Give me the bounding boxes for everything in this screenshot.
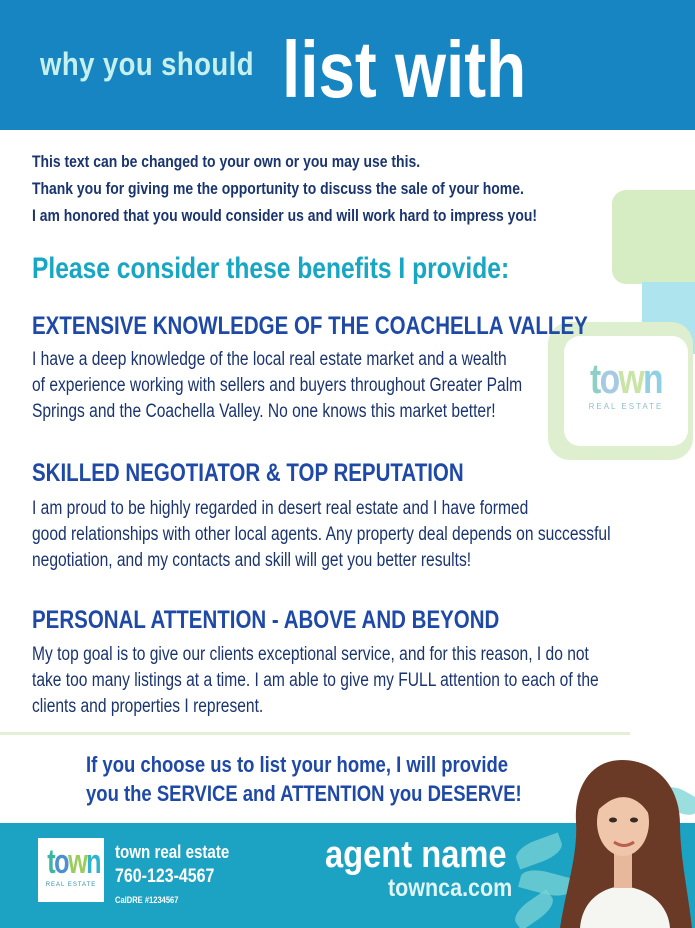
footer-logo-subtitle: REAL ESTATE bbox=[45, 882, 97, 888]
footer-logo-word: town bbox=[47, 843, 101, 881]
intro-line: I am honored that you would consider us and will work hard to impress you! bbox=[32, 206, 538, 225]
agent-name: agent name bbox=[325, 834, 507, 876]
section-heading-knowledge: EXTENSIVE KNOWLEDGE OF THE COACHELLA VALLEY bbox=[32, 312, 588, 340]
company-license: CalDRE #1234567 bbox=[115, 895, 179, 905]
agent-website: townca.com bbox=[388, 874, 513, 902]
company-name: town real estate bbox=[115, 842, 230, 862]
intro-text bbox=[32, 148, 557, 229]
call-to-action bbox=[86, 750, 522, 808]
section-heading-attention: PERSONAL ATTENTION - ABOVE AND BEYOND bbox=[32, 606, 500, 634]
body-line: good relationships with other local agents. Any property deal depends on successful bbox=[32, 524, 611, 545]
divider-line bbox=[0, 732, 630, 735]
town-logo-subtitle: REAL ESTATE bbox=[588, 402, 664, 411]
body-line: clients and properties I represent. bbox=[32, 696, 264, 717]
body-line: take too many listings at a time. I am able to give my FULL attention to each of the bbox=[32, 670, 599, 691]
section-body-knowledge bbox=[32, 347, 522, 425]
section-body-negotiator bbox=[32, 496, 611, 574]
cta-line: If you choose us to list your home, I will provide bbox=[86, 752, 509, 777]
header-small-title: why you should bbox=[40, 46, 254, 82]
town-logo bbox=[580, 355, 672, 411]
header-big-title: list with me bbox=[282, 25, 527, 202]
benefits-heading: Please consider these benefits I provide: bbox=[32, 252, 510, 285]
body-line: negotiation, and my contacts and skill will get you better results! bbox=[32, 550, 472, 571]
body-line: Springs and the Coachella Valley. No one knows this market better! bbox=[32, 401, 496, 422]
intro-line: This text can be changed to your own or you may use this. bbox=[32, 152, 421, 171]
town-logo-word: town bbox=[589, 355, 662, 402]
body-line: I have a deep knowledge of the local real estate market and a wealth bbox=[32, 349, 507, 370]
section-heading-negotiator: SKILLED NEGOTIATOR & TOP REPUTATION bbox=[32, 459, 464, 487]
agent-photo bbox=[552, 752, 695, 928]
body-line: I am proud to be highly regarded in desert real estate and I have formed bbox=[32, 498, 529, 519]
company-info bbox=[115, 841, 229, 907]
footer-town-logo bbox=[38, 838, 104, 902]
company-phone: 760-123-4567 bbox=[115, 866, 215, 887]
body-line: of experience working with sellers and buyers throughout Greater Palm bbox=[32, 375, 523, 396]
body-line: My top goal is to give our clients exceptional service, and for this reason, I do not bbox=[32, 644, 589, 665]
cta-line: you the SERVICE and ATTENTION you DESERVE! bbox=[86, 781, 522, 806]
intro-line: Thank you for giving me the opportunity to discuss the sale of your home. bbox=[32, 179, 524, 198]
section-body-attention bbox=[32, 642, 599, 720]
